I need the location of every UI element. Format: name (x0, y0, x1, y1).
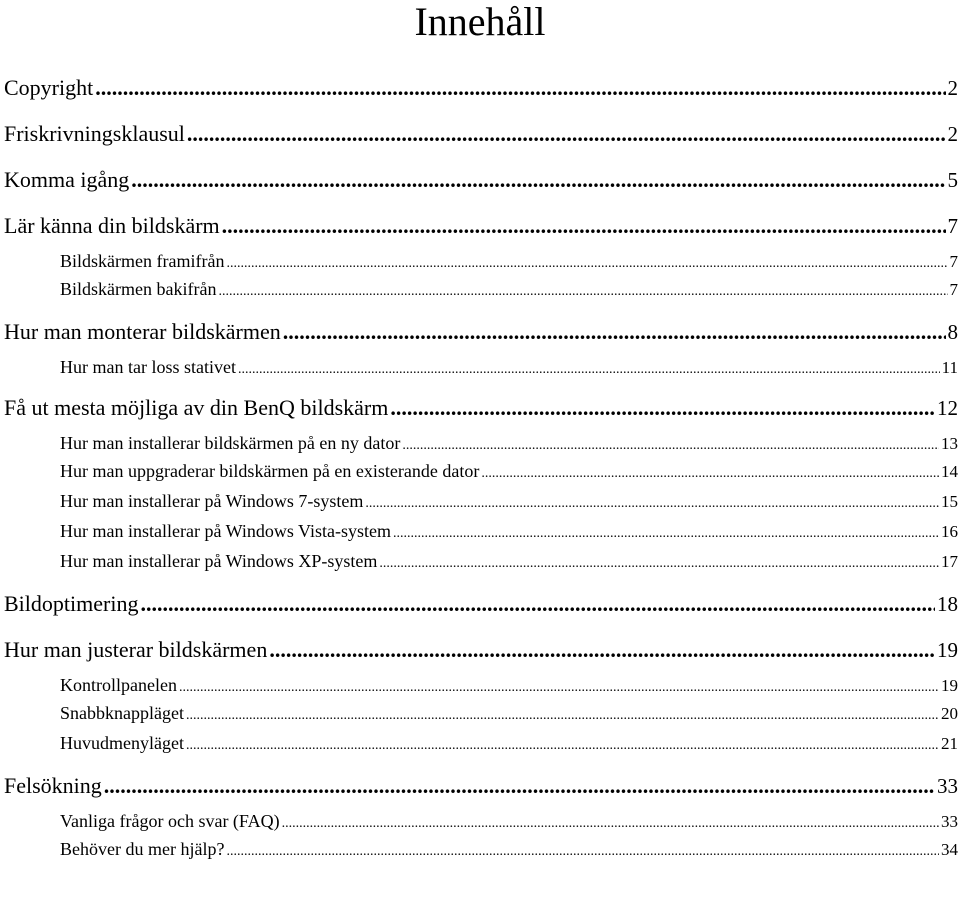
toc-page-number: 18 (937, 592, 958, 616)
toc-entry-title: Kontrollpanelen (60, 675, 177, 695)
toc-page-number: 16 (941, 522, 958, 541)
toc-entry[interactable] (4, 162, 958, 208)
toc-entry-title: Bildoptimering (4, 591, 139, 616)
toc-entry-title: Friskrivningsklausul (4, 121, 185, 146)
toc-page-number: 11 (941, 358, 958, 377)
dot-leader (140, 586, 935, 622)
table-of-contents (4, 70, 958, 874)
toc-page-number: 5 (947, 168, 958, 192)
page-title: Innehåll (414, 0, 546, 44)
toc-subentry[interactable] (4, 488, 958, 518)
toc-page-number: 8 (947, 320, 958, 344)
toc-subentry[interactable] (4, 458, 958, 488)
toc-entry-title: Hur man monterar bildskärmen (4, 319, 281, 344)
toc-entry-title: Huvudmenyläget (60, 733, 184, 753)
toc-subentry[interactable] (4, 672, 958, 702)
dot-leader (186, 703, 939, 729)
dot-leader (226, 839, 939, 865)
toc-page-number: 33 (937, 774, 958, 798)
toc-entry-title: Komma igång (4, 167, 130, 192)
toc-entry-title: Hur man tar loss stativet (60, 357, 236, 377)
toc-subentry[interactable] (4, 808, 958, 838)
toc-entry-title: Copyright (4, 75, 94, 100)
toc-page-number: 7 (947, 214, 958, 238)
toc-subentry[interactable] (4, 430, 958, 460)
toc-page-number: 20 (941, 704, 958, 723)
dot-leader (269, 632, 935, 668)
toc-subentry[interactable] (4, 836, 958, 866)
toc-entry-title: Hur man installerar bildskärmen på en ny dator (60, 433, 401, 453)
toc-entry-title: Felsökning (4, 773, 102, 798)
dot-leader (95, 70, 945, 106)
dot-leader (402, 433, 939, 459)
toc-page-number: 34 (941, 840, 958, 859)
toc-entry-title: Få ut mesta möjliga av din BenQ bildskärm (4, 395, 389, 420)
dot-leader (218, 279, 947, 305)
toc-page-number: 2 (947, 122, 958, 146)
dot-leader (187, 116, 946, 152)
toc-page-number: 7 (949, 280, 958, 299)
dot-leader (282, 811, 939, 837)
toc-entry-title: Vanliga frågor och svar (FAQ) (60, 811, 280, 831)
toc-page-number: 21 (941, 734, 958, 753)
dot-leader (393, 521, 939, 547)
toc-page-number: 14 (941, 462, 958, 481)
dot-leader (283, 314, 946, 350)
toc-entry-title: Snabbknappläget (60, 703, 184, 723)
toc-entry-title: Hur man installerar på Windows XP-system (60, 551, 378, 571)
toc-subentry[interactable] (4, 518, 958, 548)
toc-entry[interactable] (4, 70, 958, 116)
toc-entry-title: Hur man justerar bildskärmen (4, 637, 268, 662)
dot-leader (104, 768, 935, 804)
toc-page-number: 19 (937, 638, 958, 662)
dot-leader (390, 390, 935, 426)
dot-leader (481, 461, 939, 487)
toc-entry-title: Behöver du mer hjälp? (60, 839, 225, 859)
toc-entry-title: Bildskärmen bakifrån (60, 279, 217, 299)
dot-leader (238, 357, 940, 383)
dot-leader (226, 251, 947, 277)
toc-page-number: 12 (937, 396, 958, 420)
toc-subentry[interactable] (4, 700, 958, 730)
toc-subentry[interactable] (4, 248, 958, 278)
toc-subentry[interactable] (4, 548, 958, 578)
toc-page-number: 13 (941, 434, 958, 453)
toc-entry-title: Lär känna din bildskärm (4, 213, 220, 238)
toc-entry[interactable] (4, 586, 958, 632)
toc-page-number: 15 (941, 492, 958, 511)
dot-leader (365, 491, 939, 517)
toc-subentry[interactable] (4, 354, 958, 384)
dot-leader (186, 733, 939, 759)
dot-leader (131, 162, 945, 198)
toc-page-number: 33 (941, 812, 958, 831)
toc-entry[interactable] (4, 116, 958, 162)
dot-leader (379, 551, 939, 577)
dot-leader (179, 675, 939, 701)
toc-page-number: 19 (941, 676, 958, 695)
dot-leader (222, 208, 946, 244)
toc-page-number: 17 (941, 552, 958, 571)
toc-subentry[interactable] (4, 730, 958, 760)
toc-page-number: 7 (949, 252, 958, 271)
toc-entry-title: Hur man uppgraderar bildskärmen på en existerande dator (60, 461, 480, 481)
toc-entry-title: Hur man installerar på Windows Vista-system (60, 521, 391, 541)
toc-entry-title: Bildskärmen framifrån (60, 251, 225, 271)
toc-subentry[interactable] (4, 276, 958, 306)
toc-entry-title: Hur man installerar på Windows 7-system (60, 491, 364, 511)
toc-page-number: 2 (947, 76, 958, 100)
